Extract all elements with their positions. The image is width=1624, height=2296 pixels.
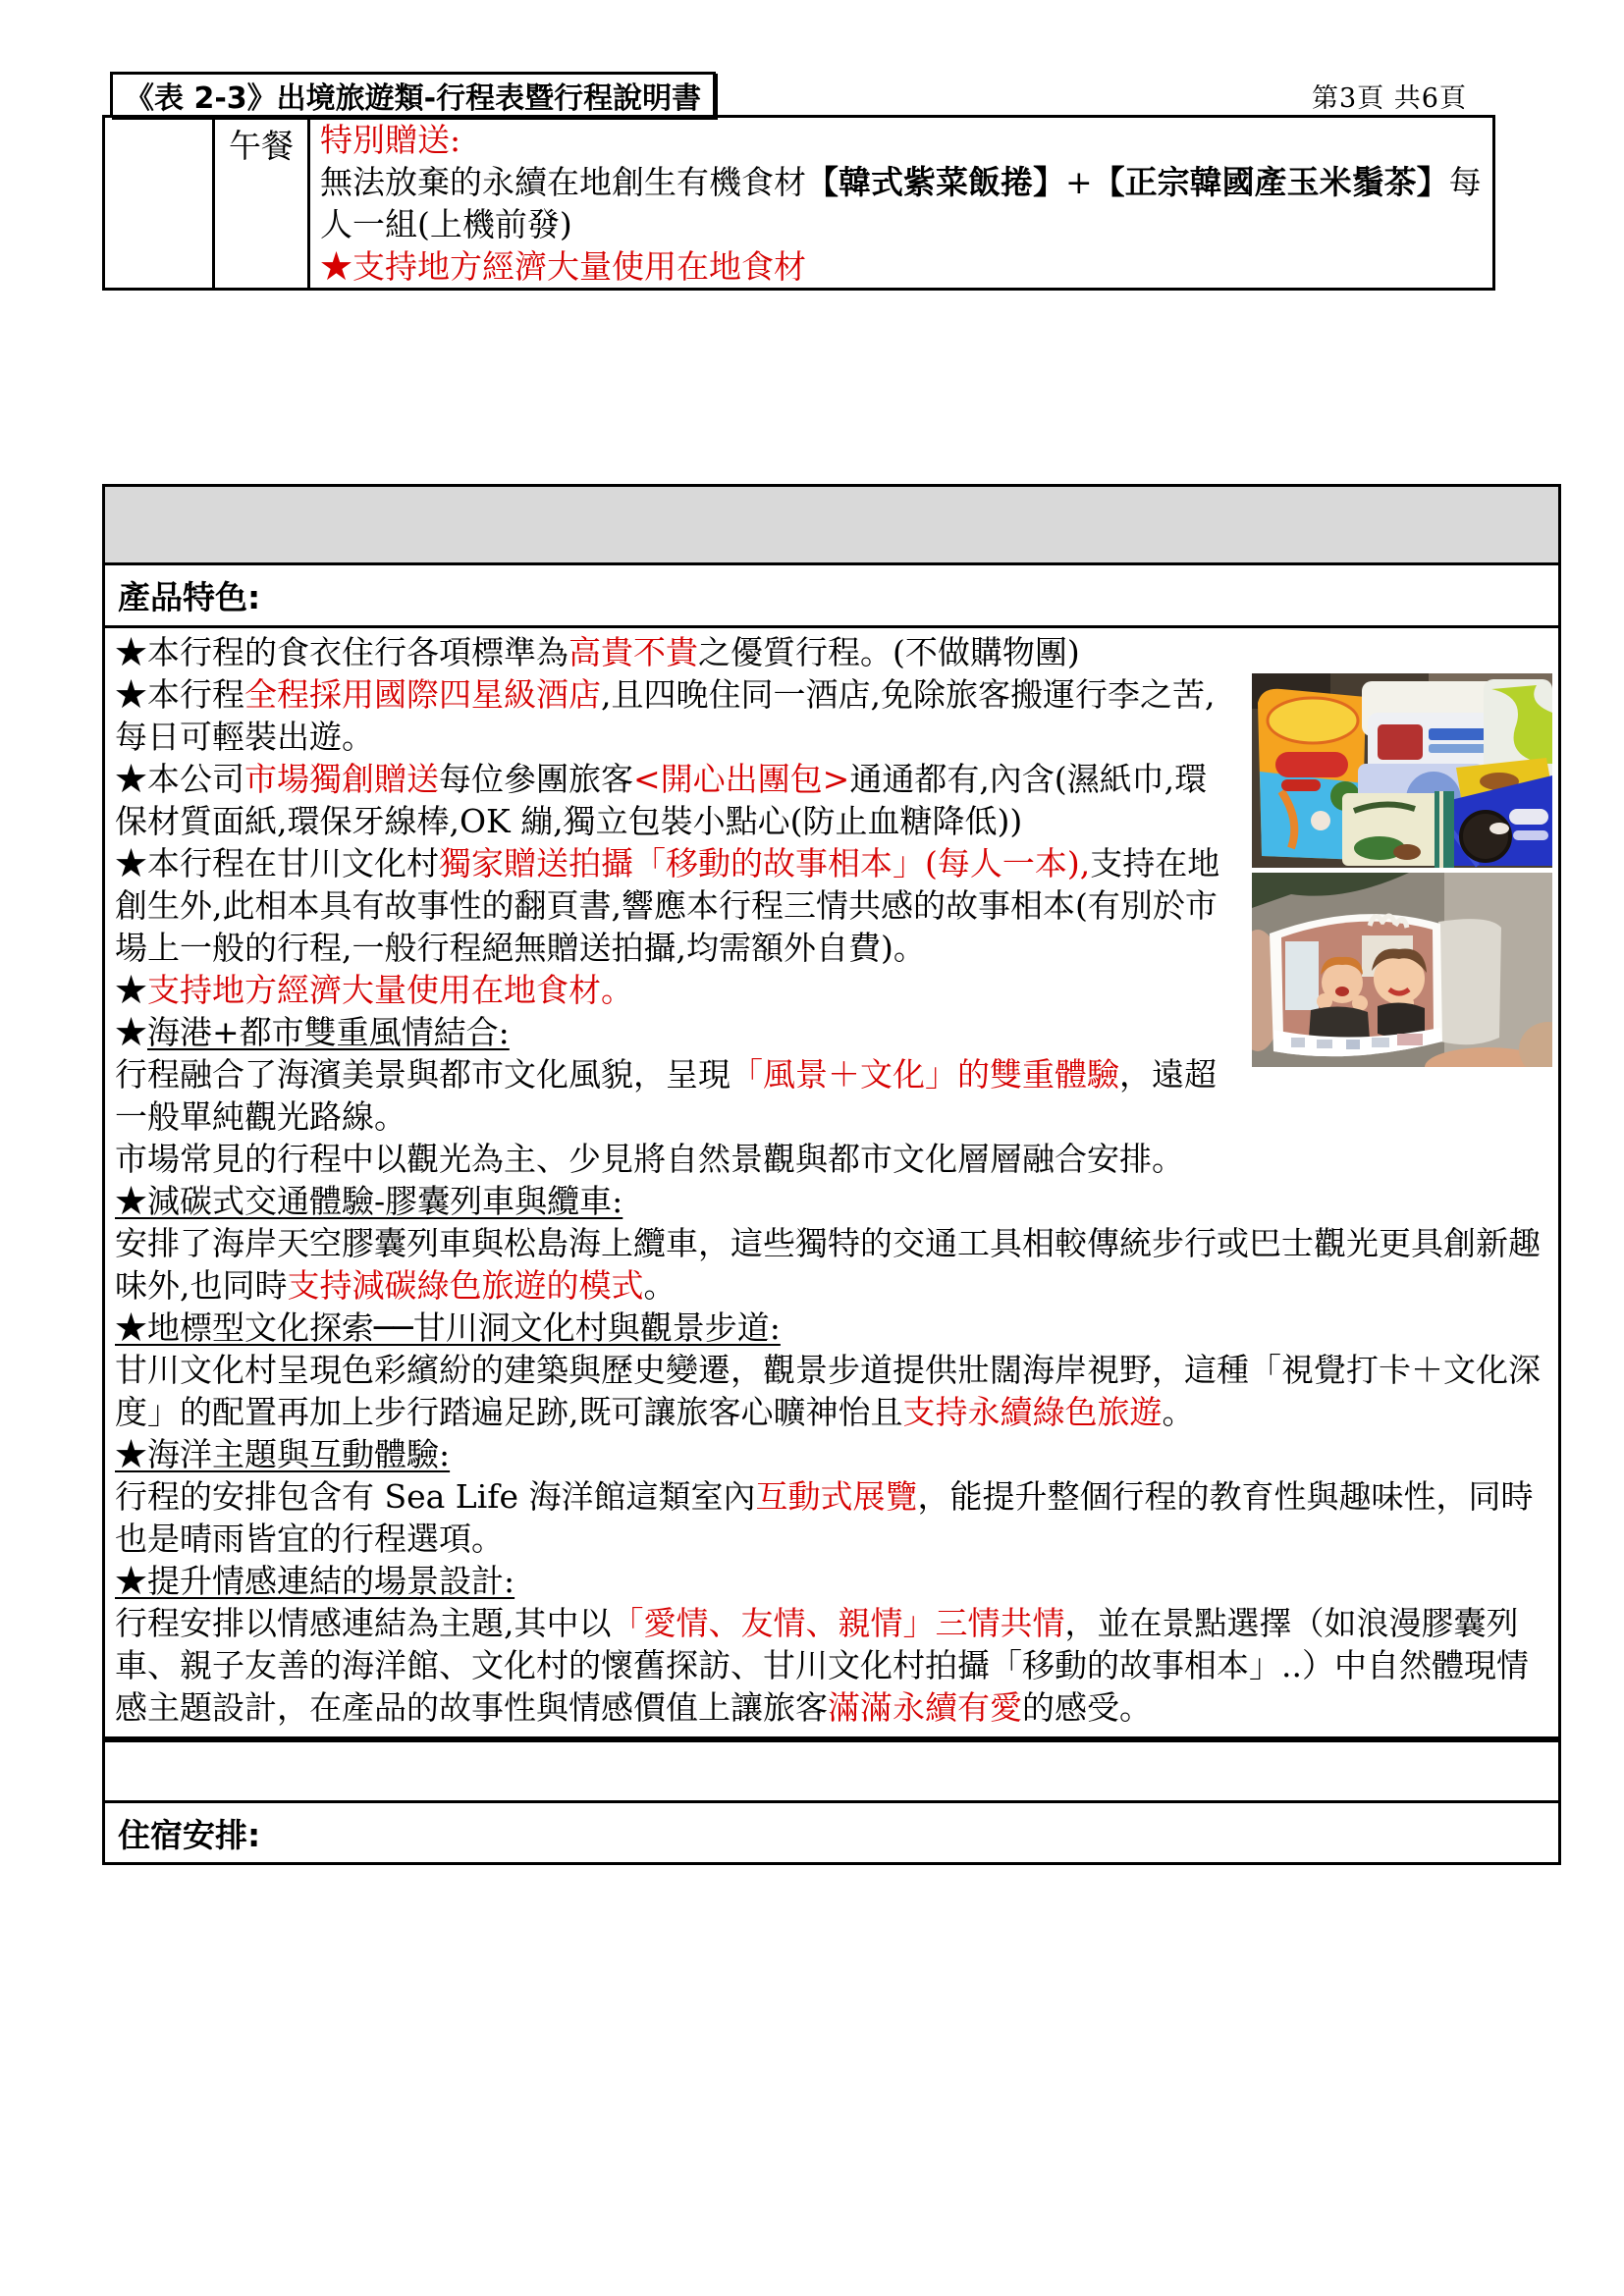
- text-run: ★本行程: [115, 675, 244, 714]
- text-run: ★減碳式交通體驗-膠囊列車與纜車:: [115, 1182, 623, 1220]
- meal-line: [320, 119, 1485, 161]
- text-run: 支持地方經濟大量使用在地食材。: [147, 971, 633, 1009]
- text-run: <開心出團包>: [633, 760, 850, 798]
- meal-line: [320, 161, 1485, 245]
- text-run: 行程融合了海濱美景與都市文化風貌，呈現: [115, 1055, 731, 1094]
- features-section-title: 產品特色:: [105, 565, 1558, 628]
- text-run: 【韓式紫菜飯捲】: [806, 163, 1065, 201]
- text-run: 「風景＋文化」的雙重體驗: [731, 1055, 1119, 1094]
- text-run: 無法放棄的永續在地創生有機食材: [320, 163, 806, 201]
- text-run: 市場常見的行程中以觀光為主、少見將自然景觀與都市文化層層融合安排。: [115, 1140, 1184, 1178]
- text-run: ★本公司: [115, 760, 244, 798]
- text-run: 。: [643, 1266, 677, 1305]
- text-run: ★海洋主題與互動體驗:: [115, 1435, 451, 1473]
- text-run: 支持在地創生外,此相本具有故事性的翻頁書,響應本行程三情共感的故事相本(有別於市場上一般的行程,一般行程絕無贈送拍攝,均需額外自費)。: [115, 844, 1220, 967]
- form-title: 《表 2-3》出境旅遊類-行程表暨行程說明書: [125, 80, 702, 116]
- text-run: ，遠超一般單純觀光路線。: [115, 1055, 1217, 1136]
- text-run: 市場獨創贈送: [244, 760, 439, 798]
- text-run: 安排了海岸天空膠囊列車與松島海上纜車，這些獨特的交通工具相較傳統步行或巴士觀光更具創新趣味外,也同時: [115, 1224, 1541, 1305]
- text-run: 獨家贈送拍攝「移動的故事相本」(每人一本),: [439, 844, 1091, 882]
- text-run: ★: [115, 971, 147, 1009]
- text-run: ★支持地方經濟大量使用在地食材: [320, 247, 806, 286]
- text-run: 海港+都市雙重風情結合:: [147, 1013, 510, 1051]
- text-run: 的感受。: [1022, 1688, 1152, 1727]
- features-content: [105, 628, 1558, 1742]
- text-run: 特別贈送:: [320, 121, 461, 159]
- text-run: ,且四晚住同一酒店,免除旅客搬運行李之苦,每日可輕裝出遊。: [115, 675, 1216, 756]
- text-run: 之優質行程。(不做購物團): [698, 633, 1080, 671]
- text-run: 支持永續綠色旅遊: [902, 1393, 1163, 1431]
- paragraph: [115, 1349, 1552, 1433]
- text-run: ★: [115, 1013, 147, 1051]
- care-package-photo: [1252, 673, 1552, 868]
- text-run: +: [1065, 163, 1093, 201]
- text-run: ★本行程的食衣住行各項標準為: [115, 633, 568, 671]
- text-run: 「愛情、友情、親情」三情共情: [611, 1604, 1065, 1642]
- text-run: ，能提升整個行程的教育性與趣味性，同時也是晴雨皆宜的行程選項。: [115, 1477, 1534, 1558]
- empty-row: [105, 1742, 1558, 1803]
- text-run: 通通都有,內含(濕紙巾,環保材質面紙,環保牙線棒,OK 繃,獨立包裝小點心(防止血糖降低)): [115, 760, 1208, 840]
- meal-label-cell: [215, 118, 310, 288]
- text-run: 甘川文化村呈現色彩繽紛的建築與歷史變遷，觀景步道提供壯闊海岸視野，這種「視覺打卡＋文化深度」的配置再加上步行踏遍足跡,既可讓旅客心曠神怡且: [115, 1351, 1541, 1431]
- paragraph: [115, 1307, 1552, 1349]
- paragraph: [115, 1180, 1552, 1222]
- text-run: 高貴不貴: [568, 633, 698, 671]
- meal-table: [102, 115, 1495, 291]
- meal-content-cell: [310, 118, 1492, 288]
- paragraph: [115, 1433, 1552, 1475]
- meal-label: 午餐: [229, 127, 294, 165]
- text-run: 行程的安排包含有 Sea Life 海洋館這類室內: [115, 1477, 756, 1516]
- meal-day-cell: [105, 118, 215, 288]
- text-run: ，並在景點選擇（如浪漫膠囊列車、親子友善的海洋館、文化村的懷舊探訪、甘川文化村拍攝「移動的故事相本」..）中自然體現情感主題設計，在產品的故事性與情感價值上讓旅客: [115, 1604, 1529, 1727]
- paragraph: [115, 1560, 1552, 1602]
- text-run: 支持減碳綠色旅遊的模式: [287, 1266, 644, 1305]
- text-run: 每位參團旅客: [439, 760, 633, 798]
- accommodation-section-title: 住宿安排:: [118, 1815, 261, 1854]
- text-run: 每人一組(上機前發): [320, 163, 1482, 243]
- text-run: 行程安排以情感連結為主題,其中以: [115, 1604, 612, 1642]
- text-run: 互動式展覽: [755, 1477, 918, 1516]
- gray-header-band: [105, 487, 1558, 565]
- text-run: 全程採用國際四星級酒店: [244, 675, 601, 714]
- text-run: ★地標型文化探索──甘川洞文化村與觀景步道:: [115, 1308, 781, 1347]
- paragraph: [115, 1138, 1552, 1180]
- form-title-box: [110, 72, 716, 118]
- page-indicator: 第3頁 共6頁: [1312, 83, 1467, 114]
- text-run: 【正宗韓國產玉米鬚茶】: [1092, 163, 1449, 201]
- text-run: ★提升情感連結的場景設計:: [115, 1562, 515, 1600]
- paragraph: [115, 1222, 1552, 1307]
- text-run: 滿滿永續有愛: [828, 1688, 1022, 1727]
- text-run: ★本行程在甘川文化村: [115, 844, 439, 882]
- text-run: 。: [1162, 1393, 1195, 1431]
- meal-line: [320, 245, 1485, 288]
- story-album-photo: [1252, 873, 1552, 1067]
- paragraph: [115, 1602, 1552, 1729]
- paragraph: [115, 631, 1552, 673]
- paragraph: [115, 1475, 1552, 1560]
- photo-stack: [1252, 673, 1552, 1067]
- features-table: [102, 484, 1561, 1865]
